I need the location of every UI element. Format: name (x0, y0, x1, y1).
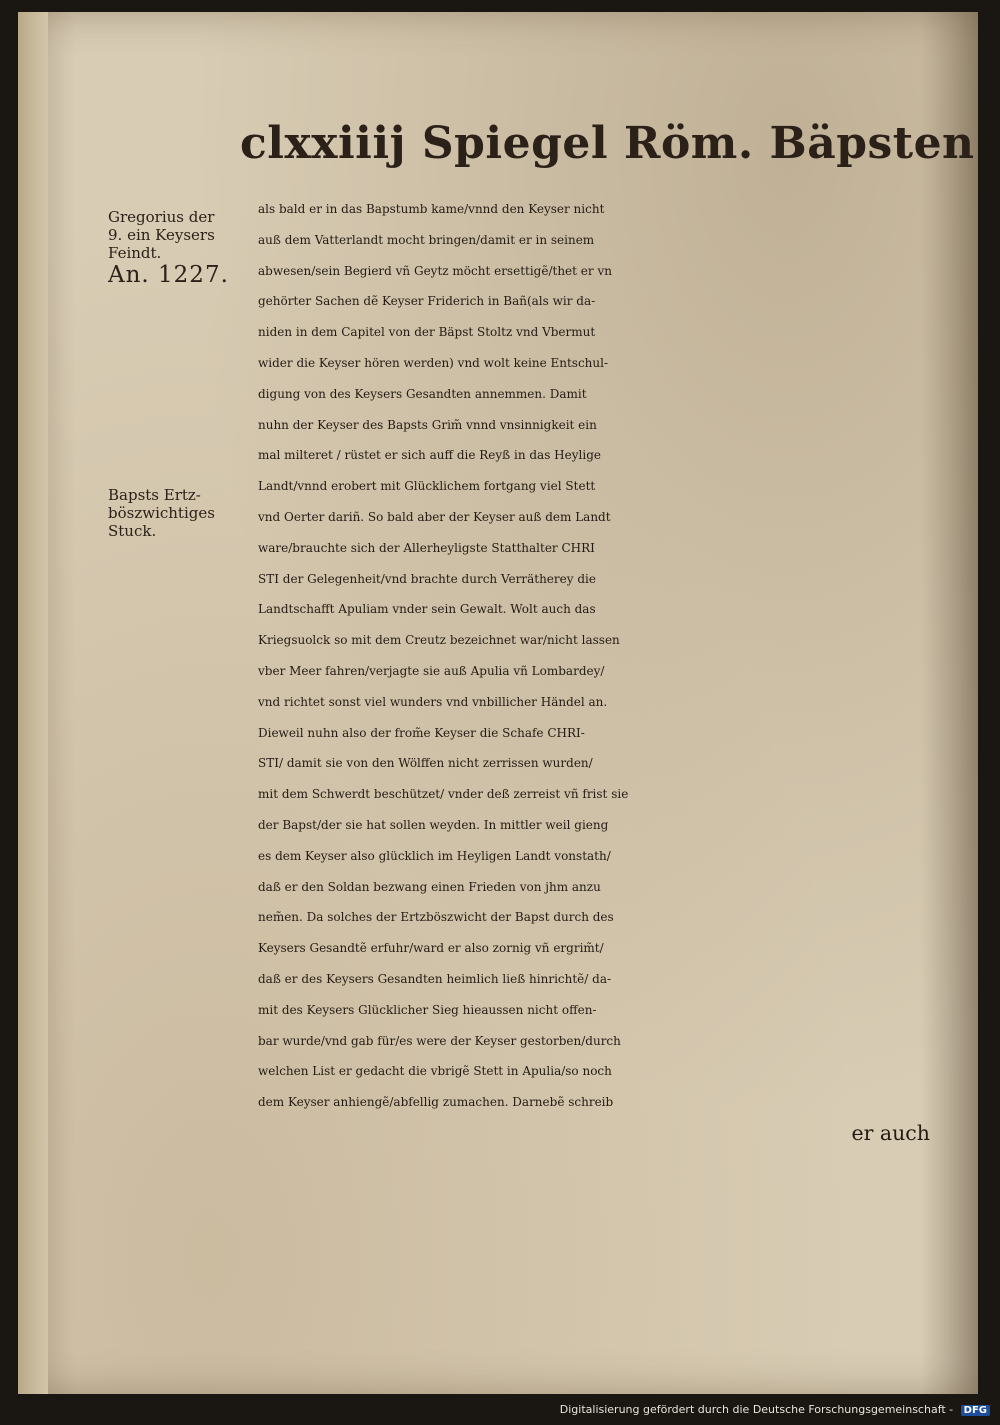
text-line: daß er den Soldan bezwang einen Frieden von jhm anzu (258, 879, 601, 894)
text-line: Landtschafft Apuliam vnder sein Gewalt. Wolt auch das (258, 602, 596, 617)
text-line: mit dem Schwerdt beschützet/ vnder deß zerreist vñ frist sie (258, 787, 629, 802)
text-line: es dem Keyser also glücklich im Heyligen Landt vonstath/ (258, 848, 611, 863)
text-line: Landt/vnnd erobert mit Glücklichem fortgang viel Stett (258, 479, 596, 494)
text-line: digung von des Keysers Gesandten annemmen. Damit (258, 386, 587, 401)
margin-note-line: Gregorius der (108, 208, 215, 226)
text-line: nem̃en. Da solches der Ertzböszwicht der Bapst durch des (258, 910, 614, 925)
margin-note-year: An. 1227. (108, 262, 229, 288)
dfg-logo: DFG (961, 1405, 990, 1416)
text-line: bar wurde/vnd gab für/es were der Keyser gestorben/durch (258, 1033, 621, 1048)
text-line: abwesen/sein Begierd vñ Geytz möcht ersettigẽ/thet er vn (258, 263, 612, 278)
text-line: vnd richtet sonst viel wunders vnd vnbillicher Händel an. (258, 694, 608, 709)
text-line: mit des Keysers Glücklicher Sieg hieaussen nicht offen- (258, 1002, 597, 1017)
text-line: welchen List er gedacht die vbrigẽ Stett in Apulia/so noch (258, 1064, 612, 1079)
text-line: STI der Gelegenheit/vnd brachte durch Verrätherey die (258, 571, 596, 586)
text-line: ware/brauchte sich der Allerheyligste Statthalter CHRI (258, 540, 595, 555)
text-line: vber Meer fahren/verjagte sie auß Apulia vñ Lombardey/ (258, 663, 605, 678)
catchword: er auch (851, 1120, 930, 1145)
text-line: wider die Keyser hören werden) vnd wolt keine Entschul- (258, 355, 609, 370)
footer-text: Digitalisierung gefördert durch die Deutsche Forschungsgemeinschaft - (559, 1403, 954, 1416)
text-line: auß dem Vatterlandt mocht bringen/damit er in seinem (258, 232, 595, 247)
text-line: niden in dem Capitel von der Bäpst Stoltz vnd Vbermut (258, 325, 596, 340)
margin-note-line: Feindt. (108, 244, 162, 262)
text-line: Keysers Gesandtẽ erfuhr/ward er also zornig vñ ergrim̃t/ (258, 941, 604, 956)
text-line: der Bapst/der sie hat sollen weyden. In mittler weil gieng (258, 817, 609, 832)
text-line: vnd Oerter dariñ. So bald aber der Keyser auß dem Landt (258, 509, 611, 524)
text-line: daß er des Keysers Gesandten heimlich ließ hinrichtẽ/ da- (258, 971, 612, 986)
text-line: dem Keyser anhiengẽ/abfellig zumachen. Darnebẽ schreib (258, 1095, 614, 1110)
text-line: als bald er in das Bapstumb kame/vnnd den Keyser nicht (258, 202, 605, 216)
text-line: nuhn der Keyser des Bapsts Grim̃ vnnd vnsinnigkeit ein (258, 417, 597, 432)
text-line: gehörter Sachen dẽ Keyser Friderich in Bañ(als wir da- (258, 294, 596, 309)
body-text (258, 194, 948, 1149)
text-line: mal milteret / rüstet er sich auff die Reyß in das Heylige (258, 448, 601, 463)
text-line: Dieweil nuhn also der from̃e Keyser die Schafe CHRI- (258, 725, 585, 740)
digitization-footer (560, 1403, 990, 1416)
margin-note-1 (108, 208, 250, 288)
margin-note-line: Stuck. (108, 522, 157, 540)
margin-note-2 (108, 486, 250, 540)
text-line: Kriegsuolck so mit dem Creutz bezeichnet war/nicht lassen (258, 633, 620, 648)
page-edge (18, 12, 48, 1394)
margin-note-line: 9. ein Keysers (108, 226, 215, 244)
text-line: STI/ damit sie von den Wölffen nicht zerrissen wurden/ (258, 756, 593, 771)
margin-note-line: böszwichtiges (108, 504, 215, 522)
margin-note-line: Bapsts Ertz- (108, 486, 201, 504)
running-header: clxxiiij Spiegel Röm. Bäpsten (240, 118, 975, 169)
